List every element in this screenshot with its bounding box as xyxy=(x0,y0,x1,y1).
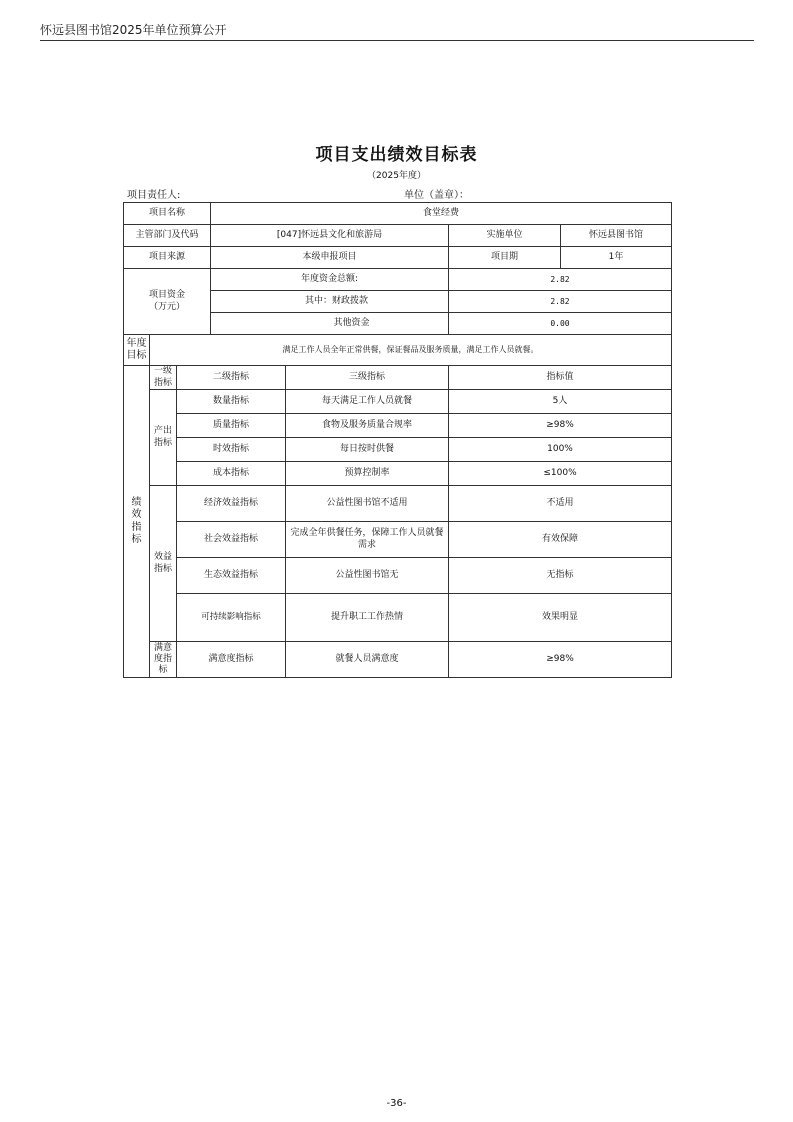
level2-cell: 成本指标 xyxy=(177,462,286,486)
level1-header-line1: 一级 xyxy=(153,366,172,377)
table-row xyxy=(124,486,672,522)
level3-cell: 就餐人员满意度 xyxy=(286,642,449,678)
value-cell: 有效保障 xyxy=(449,522,672,558)
annual-goal-row xyxy=(124,335,672,366)
level2-cell: 时效指标 xyxy=(177,438,286,462)
level3-cell: 公益性图书馆无 xyxy=(286,558,449,594)
funds-label xyxy=(124,269,211,335)
value-cell: 不适用 xyxy=(449,486,672,522)
performance-label-char: 效 xyxy=(131,509,142,520)
table-row xyxy=(124,414,672,438)
level1-header xyxy=(150,366,177,390)
benefit-indicator-label xyxy=(150,486,177,642)
annual-goal-value: 满足工作人员全年正常供餐，保证餐品及服务质量，满足工作人员就餐。 xyxy=(150,335,672,366)
table-row xyxy=(124,558,672,594)
level3-cell: 每天满足工作人员就餐 xyxy=(286,390,449,414)
value-cell: ≤100% xyxy=(449,462,672,486)
department-value: [047]怀远县文化和旅游局 xyxy=(211,225,449,247)
level2-cell: 满意度指标 xyxy=(177,642,286,678)
value-cell: ≥98% xyxy=(449,414,672,438)
implementing-unit-label: 实施单位 xyxy=(449,225,561,247)
performance-table xyxy=(123,202,672,678)
annual-goal-label-line2: 目标 xyxy=(126,350,147,361)
level2-cell: 可持续影响指标 xyxy=(177,594,286,642)
annual-goal-label-line1: 年度 xyxy=(126,337,147,349)
funds-total-row xyxy=(124,269,672,291)
value-cell: 100% xyxy=(449,438,672,462)
value-cell: 无指标 xyxy=(449,558,672,594)
header-title: 怀远县图书馆2025年单位预算公开 xyxy=(40,23,227,37)
satisfaction-indicator-line: 满意 xyxy=(153,642,172,653)
level3-cell: 食物及服务质量合规率 xyxy=(286,414,449,438)
output-indicator-label xyxy=(150,390,177,486)
department-row xyxy=(124,225,672,247)
level3-cell: 预算控制率 xyxy=(286,462,449,486)
value-cell: 5人 xyxy=(449,390,672,414)
performance-label-char: 指 xyxy=(131,521,142,533)
benefit-indicator-line2: 指标 xyxy=(153,563,172,574)
level3-cell: 提升职工工作热情 xyxy=(286,594,449,642)
level1-header-line2: 指标 xyxy=(153,377,172,388)
funds-total-label: 年度资金总额: xyxy=(211,269,449,291)
source-label: 项目来源 xyxy=(124,247,211,269)
level2-cell: 生态效益指标 xyxy=(177,558,286,594)
page-number: -36- xyxy=(386,1098,407,1109)
table-row xyxy=(124,438,672,462)
table-row xyxy=(124,594,672,642)
table-row xyxy=(124,390,672,414)
value-cell: 效果明显 xyxy=(449,594,672,642)
level3-cell: 完成全年供餐任务，保障工作人员就餐需求 xyxy=(286,522,449,558)
period-value: 1年 xyxy=(561,247,672,269)
source-value: 本级申报项目 xyxy=(211,247,449,269)
table-row xyxy=(124,642,672,678)
source-row xyxy=(124,247,672,269)
funds-finance-value: 2.82 xyxy=(449,291,672,313)
performance-label-char: 标 xyxy=(131,534,142,545)
funds-label-line1: 项目资金 xyxy=(148,290,185,301)
level2-cell: 经济效益指标 xyxy=(177,486,286,522)
value-header: 指标值 xyxy=(449,366,672,390)
level2-cell: 社会效益指标 xyxy=(177,522,286,558)
output-indicator-line2: 指标 xyxy=(153,437,172,448)
project-name-label: 项目名称 xyxy=(124,203,211,225)
satisfaction-indicator-line: 标 xyxy=(158,665,168,676)
value-cell: ≥98% xyxy=(449,642,672,678)
period-label: 项目期 xyxy=(449,247,561,269)
output-indicator-line1: 产出 xyxy=(153,426,172,437)
funds-total-value: 2.82 xyxy=(449,269,672,291)
header-rule xyxy=(40,40,754,41)
annual-goal-label xyxy=(124,335,150,366)
implementing-unit-value: 怀远县图书馆 xyxy=(561,225,672,247)
satisfaction-indicator-line: 度指 xyxy=(153,653,172,664)
funds-finance-label: 其中：财政拨款 xyxy=(211,291,449,313)
level2-cell: 质量指标 xyxy=(177,414,286,438)
level3-cell: 每日按时供餐 xyxy=(286,438,449,462)
level2-cell: 数量指标 xyxy=(177,390,286,414)
indicator-header-row xyxy=(124,366,672,390)
table-row xyxy=(124,522,672,558)
benefit-indicator-line1: 效益 xyxy=(153,552,172,563)
document-year: （2025年度） xyxy=(367,171,426,181)
satisfaction-indicator-label xyxy=(150,642,177,678)
funds-other-label: 其他资金 xyxy=(211,313,449,335)
table-row xyxy=(124,462,672,486)
unit-seal-label: 单位（盖章）： xyxy=(404,190,469,201)
performance-label-char: 绩 xyxy=(131,496,142,508)
level3-cell: 公益性图书馆不适用 xyxy=(286,486,449,522)
level3-header: 三级指标 xyxy=(286,366,449,390)
department-label: 主管部门及代码 xyxy=(124,225,211,247)
project-name-value: 食堂经费 xyxy=(211,203,672,225)
project-name-row xyxy=(124,203,672,225)
level2-header: 二级指标 xyxy=(177,366,286,390)
responsible-label: 项目责任人: xyxy=(127,190,181,201)
funds-other-value: 0.00 xyxy=(449,313,672,335)
performance-label xyxy=(124,366,150,678)
document-title: 项目支出绩效目标表 xyxy=(315,145,478,165)
funds-label-line2: （万元） xyxy=(148,301,185,312)
